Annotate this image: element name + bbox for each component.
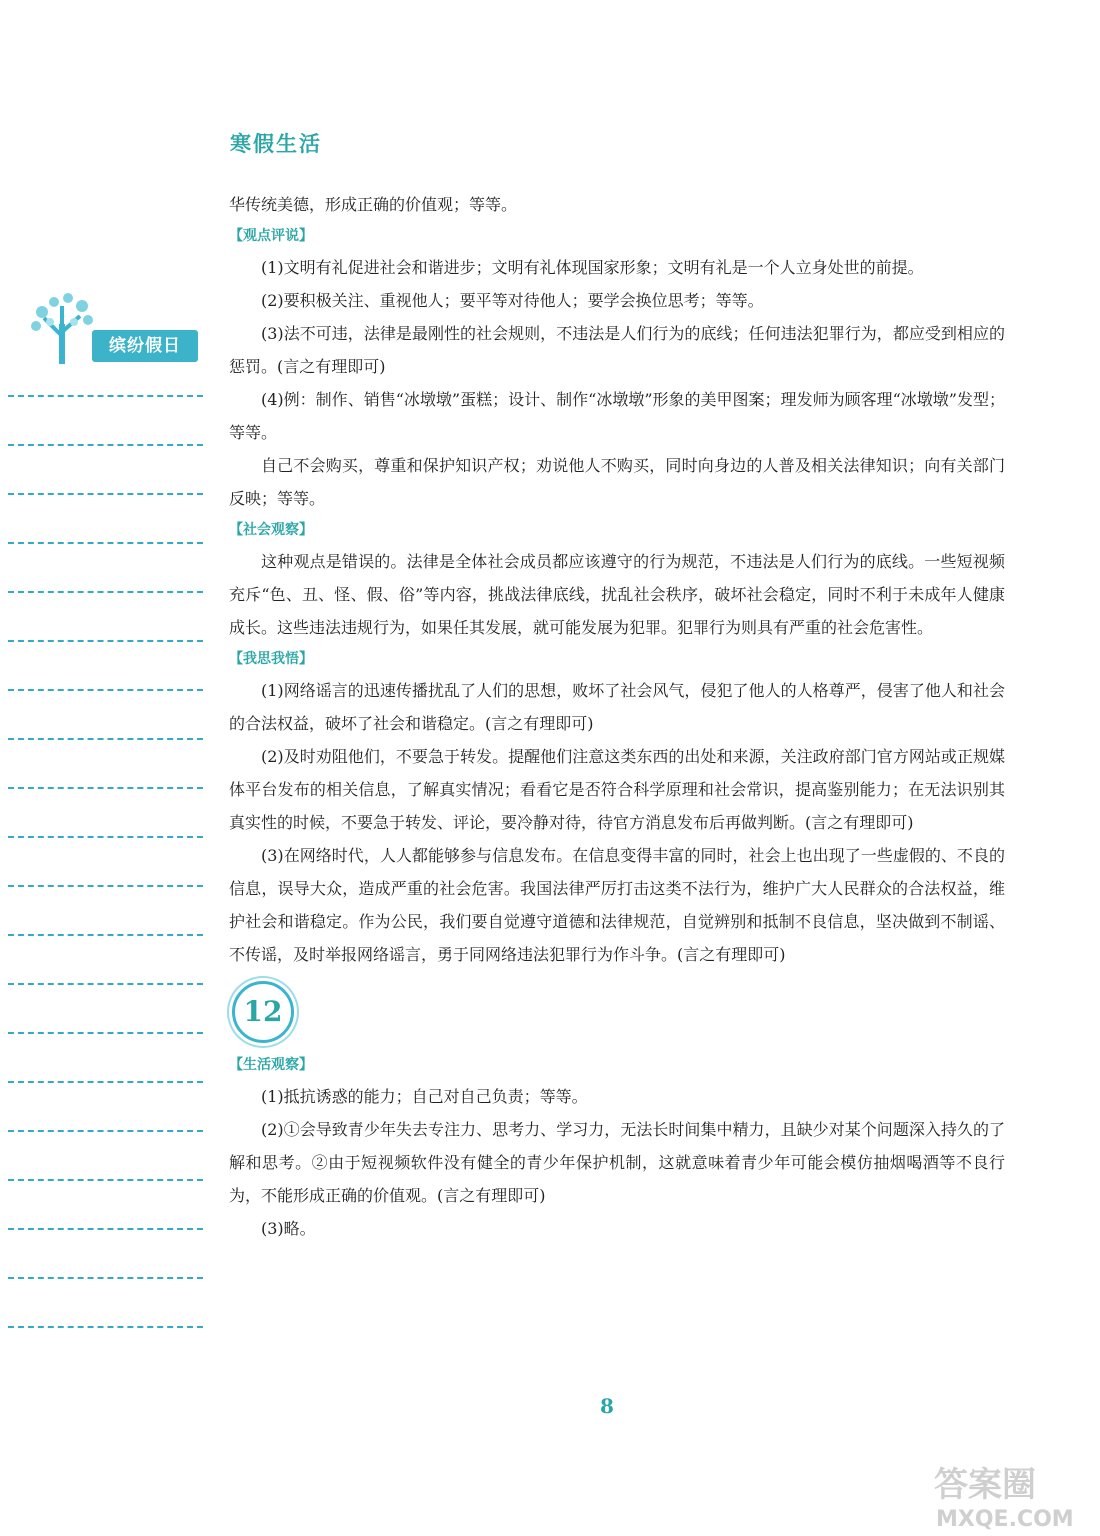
paragraph: (3)法不可违，法律是最刚性的社会规则，不违法是人们行为的底线；任何违法犯罪行为，都应受到相应的惩罚。(言之有理即可) — [229, 324, 1005, 376]
section-tag-reflection: 【我思我悟】 — [229, 651, 313, 667]
paragraph: 华传统美德，形成正确的价值观；等等。 — [229, 195, 518, 214]
header-title: 寒假生活 — [230, 132, 322, 156]
section-tag-life-observation: 【生活观察】 — [229, 1057, 313, 1073]
sidebar-dash-line — [8, 1081, 203, 1083]
sidebar-dash-line — [8, 983, 203, 985]
paragraph: 这种观点是错误的。法律是全体社会成员都应该遵守的行为规范，不违法是人们行为的底线。一些短视频充斥“色、丑、怪、假、俗”等内容，挑战法律底线，扰乱社会秩序，破坏社会稳定，同时不利于未成年人健康成长。这些违法违规行为，如果任其发展，就可能发展为犯罪。犯罪行为则具有严重的社会危害性。 — [229, 552, 1005, 637]
sidebar-dash-line — [8, 934, 203, 936]
sidebar-dash-line — [8, 1277, 203, 1279]
sidebar-dash-line — [8, 395, 203, 397]
sidebar-dash-line — [8, 1032, 203, 1034]
sidebar-dash-line — [8, 444, 203, 446]
paragraph: 自己不会购买，尊重和保护知识产权；劝说他人不购买，同时向身边的人普及相关法律知识；向有关部门反映；等等。 — [229, 456, 1005, 508]
paragraph: (3)略。 — [261, 1219, 316, 1238]
paragraph: (2)及时劝阻他们，不要急于转发。提醒他们注意这类东西的出处和来源，关注政府部门官方网站或正规媒体平台发布的相关信息，了解真实情况；看看它是否符合科学原理和社会常识，提高鉴别能力；在无法识别其真实性的时候，不要急于转发、评论，要冷静对待，待官方消息发布后再做判断。(言之有理即可) — [229, 747, 1005, 832]
sidebar-dash-line — [8, 1326, 203, 1328]
paragraph: (3)在网络时代，人人都能够参与信息发布。在信息变得丰富的同时，社会上也出现了一些虚假的、不良的信息，误导大众，造成严重的社会危害。我国法律严厉打击这类不法行为，维护广大人民群众的合法权益，维护社会和谐稳定。作为公民，我们要自觉遵守道德和法律规范，自觉辨别和抵制不良信息，坚决做到不制谣、不传谣，及时举报网络谣言，勇于同网络违法犯罪行为作斗争。(言之有理即可) — [229, 846, 1005, 964]
watermark-line1: 答案圈 — [934, 1465, 1036, 1505]
paragraph: (1)网络谣言的迅速传播扰乱了人们的思想，败坏了社会风气，侵犯了他人的人格尊严，侵害了他人和社会的合法权益，破坏了社会和谐稳定。(言之有理即可) — [229, 681, 1005, 733]
sidebar-dash-line — [8, 1130, 203, 1132]
sidebar-dash-line — [8, 885, 203, 887]
paragraph: (2)①会导致青少年失去专注力、思考力、学习力，无法长时间集中精力，且缺少对某个问题深入持久的了解和思考。②由于短视频软件没有健全的青少年保护机制，这就意味着青少年可能会模仿抽烟喝酒等不良行为，不能形成正确的价值观。(言之有理即可) — [229, 1120, 1005, 1205]
watermark-line2: MXQE.COM — [936, 1507, 1074, 1532]
section-tag-viewpoint: 【观点评说】 — [229, 228, 313, 244]
sidebar-dash-line — [8, 493, 203, 495]
sidebar-badge: 缤纷假日 — [92, 330, 198, 362]
paragraph: (1)文明有礼促进社会和谐进步；文明有礼体现国家形象；文明有礼是一个人立身处世的前提。 — [261, 258, 924, 277]
paragraph: (1)抵抗诱惑的能力；自己对自己负责；等等。 — [261, 1087, 588, 1106]
sidebar-dash-line — [8, 542, 203, 544]
section-tag-social-observation: 【社会观察】 — [229, 522, 313, 538]
paragraph: (2)要积极关注、重视他人；要平等对待他人；要学会换位思考；等等。 — [261, 291, 764, 310]
sidebar-dash-line — [8, 1228, 203, 1230]
sidebar-dash-line — [8, 640, 203, 642]
sidebar-dash-line — [8, 689, 203, 691]
tree-icon — [28, 292, 98, 364]
answer-content — [229, 188, 1005, 1245]
sidebar-dash-line — [8, 787, 203, 789]
page-number: 8 — [600, 1394, 614, 1418]
sidebar-dash-line — [8, 591, 203, 593]
sidebar-dash-line — [8, 738, 203, 740]
section-number-badge — [229, 981, 1005, 1045]
paragraph: (4)例：制作、销售“冰墩墩”蛋糕；设计、制作“冰墩墩”形象的美甲图案；理发师为顾客理“冰墩墩”发型；等等。 — [229, 390, 1005, 442]
sidebar-dash-line — [8, 836, 203, 838]
watermark-logo — [930, 1458, 1090, 1532]
sidebar-dash-line — [8, 1179, 203, 1181]
section-number: 12 — [232, 981, 294, 1043]
